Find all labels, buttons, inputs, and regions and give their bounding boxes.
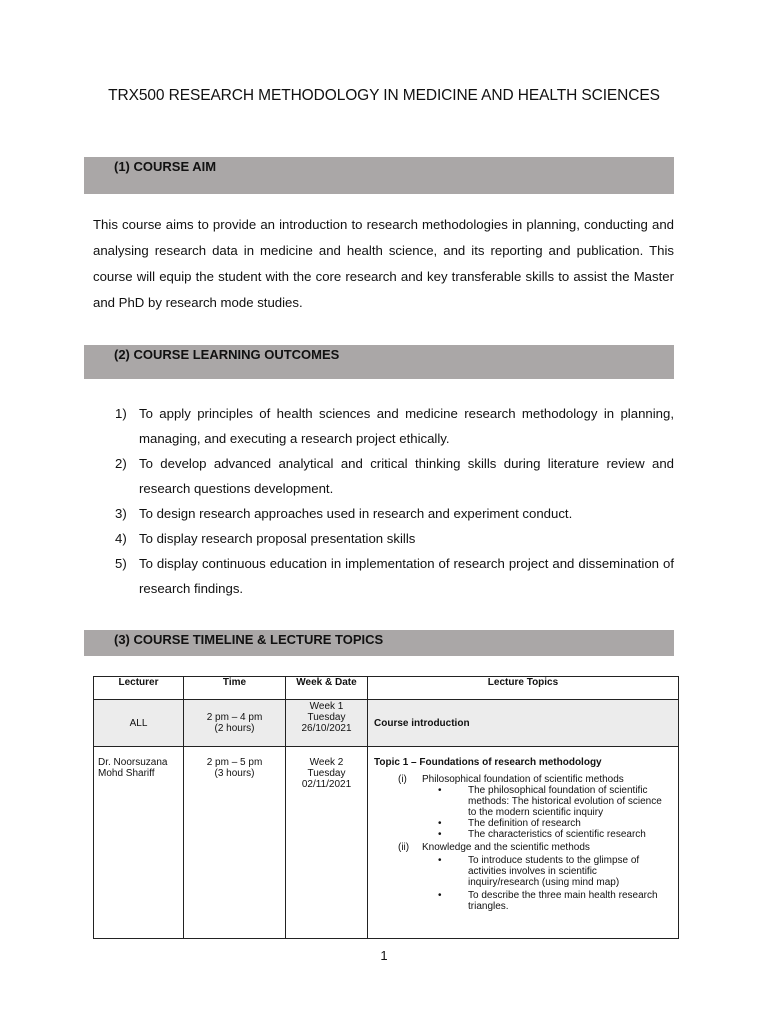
time-range: 2 pm – 4 pm — [206, 712, 263, 723]
learning-outcomes-heading-bar — [84, 345, 674, 379]
outcome-item — [93, 451, 674, 501]
outcome-number: 1) — [115, 406, 127, 421]
document-title: TRX500 RESEARCH METHODOLOGY IN MEDICINE AND HEALTH SCIENCES — [108, 87, 660, 104]
page-number: 1 — [380, 948, 388, 963]
time-duration: (3 hours) — [214, 768, 255, 779]
table-row — [94, 747, 679, 939]
bullet-item: • To introduce students to the glimpse of activities involves in scientific inquiry/research (using mind map) — [374, 855, 674, 888]
outcome-text: To display continuous education in implementation of research project and dissemination of research findings. — [139, 556, 674, 596]
outcome-number: 4) — [115, 531, 127, 546]
cell-topic — [368, 747, 679, 939]
subtopic-numeral: (ii) — [398, 842, 410, 853]
topic-title: Course introduction — [374, 717, 470, 729]
outcome-item — [93, 526, 674, 551]
outcome-text: To apply principles of health sciences and medicine research methodology in planning, managing, and executing a research project ethically. — [139, 406, 674, 446]
table-row — [94, 700, 679, 747]
subtopic-numeral: (i) — [398, 774, 407, 785]
cell-lecturer — [94, 700, 184, 747]
day-label: Tuesday — [307, 768, 346, 779]
cell-time — [184, 700, 286, 747]
lecture-timeline-table — [93, 676, 679, 939]
outcome-item — [93, 401, 674, 451]
week-label: Week 2 — [309, 757, 344, 768]
outcome-number: 3) — [115, 506, 127, 521]
date-label: 02/11/2021 — [301, 779, 352, 790]
outcome-item — [93, 551, 674, 601]
course-aim-heading-bar — [84, 157, 674, 194]
day-label: Tuesday — [307, 712, 346, 723]
bullet-item: • The definition of research — [374, 818, 674, 829]
time-range: 2 pm – 5 pm — [206, 757, 263, 768]
time-duration: (2 hours) — [214, 723, 255, 734]
table-header-row — [94, 677, 679, 700]
date-label: 26/10/2021 — [301, 723, 352, 734]
subtopic — [374, 774, 674, 785]
topic-title: Topic 1 – Foundations of research methodology — [374, 757, 602, 768]
outcome-text: To develop advanced analytical and critical thinking skills during literature review and research questions development. — [139, 456, 674, 496]
outcome-number: 2) — [115, 456, 127, 471]
subtopic-bullet-list — [374, 855, 674, 912]
bullet-item: • To describe the three main health research triangles. — [374, 890, 674, 912]
cell-week-date — [286, 747, 368, 939]
header-week-date: Week & Date — [286, 677, 368, 700]
cell-topic — [368, 700, 679, 747]
course-aim-heading: (1) COURSE AIM — [114, 159, 217, 174]
cell-lecturer — [94, 747, 184, 939]
cell-time — [184, 747, 286, 939]
learning-outcomes-list — [93, 401, 674, 601]
timeline-heading: (3) COURSE TIMELINE & LECTURE TOPICS — [114, 632, 384, 647]
outcome-item — [93, 501, 674, 526]
week-label: Week 1 — [309, 701, 344, 712]
header-lecturer: Lecturer — [94, 677, 184, 700]
bullet-item: • The characteristics of scientific research — [374, 829, 674, 840]
outcome-text: To display research proposal presentation skills — [139, 531, 416, 546]
header-lecture-topics: Lecture Topics — [368, 677, 679, 700]
lecturer-name: Dr. Noorsuzana — [98, 757, 168, 768]
subtopic-label: Knowledge and the scientific methods — [422, 842, 590, 853]
cell-week-date — [286, 700, 368, 747]
subtopic — [374, 842, 674, 853]
outcome-number: 5) — [115, 556, 127, 571]
timeline-heading-bar — [84, 630, 674, 656]
learning-outcomes-heading: (2) COURSE LEARNING OUTCOMES — [114, 347, 340, 362]
bullet-item: • The philosophical foundation of scientific methods: The historical evolution of science to the modern scientific inquiry — [374, 785, 674, 818]
subtopic-label: Philosophical foundation of scientific methods — [422, 774, 624, 785]
header-time: Time — [184, 677, 286, 700]
subtopic-bullet-list — [374, 785, 674, 840]
outcome-text: To design research approaches used in research and experiment conduct. — [139, 506, 573, 521]
lecturer-name: ALL — [129, 717, 148, 729]
course-aim-text: This course aims to provide an introduction to research methodologies in planning, conducting and analysing research data in medicine and health science, and its reporting and publication. This course will equip the student with the core research and key transferable skills to assist the Master and PhD by research mode studies. — [93, 217, 674, 310]
lecturer-name: Mohd Shariff — [98, 768, 155, 779]
